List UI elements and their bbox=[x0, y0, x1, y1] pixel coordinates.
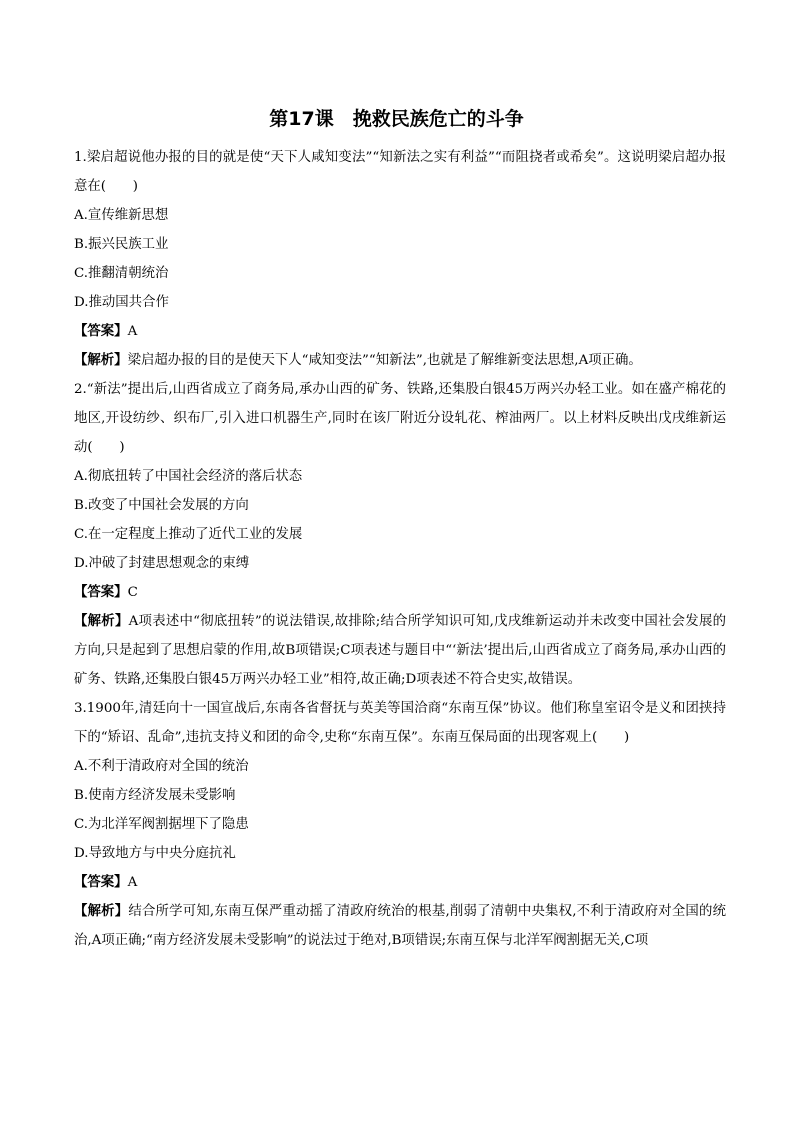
answer-tag: 【答案】 bbox=[74, 584, 128, 600]
answer-value: C bbox=[127, 585, 138, 600]
question-3-option-c: C.为北洋军阀割据埋下了隐患 bbox=[74, 817, 249, 832]
question-1-stem: 1.梁启超说他办报的目的就是使“天下人咸知变法”“知新法之实有利益”“而阻挠者或希矣”。这说明梁启超办报意在( ) bbox=[74, 150, 726, 194]
answer-tag: 【答案】 bbox=[74, 323, 128, 339]
question-2-analysis bbox=[74, 607, 726, 694]
analysis-tag: 【解析】 bbox=[74, 613, 129, 629]
question-2-option-c: C.在一定程度上推动了近代工业的发展 bbox=[74, 527, 303, 542]
answer-value: A bbox=[127, 324, 138, 339]
question-1-option-c: C.推翻清朝统治 bbox=[74, 266, 169, 281]
analysis-text: 结合所学可知,东南互保严重动摇了清政府统治的根基,削弱了清朝中央集权,不利于清政府对全国的统治,A项正确;“南方经济发展未受影响”的说法过于绝对,B项错误;东南互保与北洋军阀割据无关,C项 bbox=[74, 904, 726, 948]
lesson-title: 第17课 挽救民族危亡的斗争 bbox=[269, 108, 524, 130]
question-2-stem: 2.“新法”提出后,山西省成立了商务局,承办山西的矿务、铁路,还集股白银45万两兴办轻工业。如在盛产棉花的地区,开设纺纱、织布厂,引入进口机器生产,同时在该厂附近分设轧花、榨油两厂。以上材料反映出戊戌维新运动( ) bbox=[74, 382, 726, 455]
question-1-option-a: A.宣传维新思想 bbox=[74, 208, 169, 223]
analysis-tag: 【解析】 bbox=[74, 352, 128, 368]
answer-value: A bbox=[127, 875, 138, 890]
analysis-tag: 【解析】 bbox=[74, 903, 129, 919]
analysis-text: 梁启超办报的目的是使天下人“咸知变法”“知新法”,也就是了解维新变法思想,A项正确。 bbox=[127, 353, 642, 368]
question-1-answer bbox=[74, 317, 726, 346]
analysis-text: A项表述中“彻底扭转”的说法错误,故排除;结合所学知识可知,戊戌维新运动并未改变中国社会发展的方向,只是起到了思想启蒙的作用,故B项错误;C项表述与题目中“‘新法’提出后,山西省成立了商务局,承办山西的矿务、铁路,还集股白银45万两兴办轻工业”相符,故正确;D项表述不符合史实,故错误。 bbox=[74, 614, 726, 687]
question-2-option-b: B.改变了中国社会发展的方向 bbox=[74, 498, 249, 513]
question-3-analysis bbox=[74, 897, 726, 955]
question-1-option-b: B.振兴民族工业 bbox=[74, 237, 169, 252]
answer-tag: 【答案】 bbox=[74, 874, 128, 890]
question-3-option-a: A.不利于清政府对全国的统治 bbox=[74, 759, 249, 774]
question-2-option-a: A.彻底扭转了中国社会经济的落后状态 bbox=[74, 469, 303, 484]
question-3-option-b: B.使南方经济发展未受影响 bbox=[74, 788, 236, 803]
question-2-answer bbox=[74, 578, 726, 607]
question-3-answer bbox=[74, 868, 726, 897]
question-3-stem: 3.1900年,清廷向十一国宣战后,东南各省督抚与英美等国洽商“东南互保”协议。他们称皇室诏令是义和团挟持下的“矫诏、乱命”,违抗支持义和团的命令,史称“东南互保”。东南互保局面的出现客观上( ) bbox=[74, 701, 726, 745]
question-1-option-d: D.推动国共合作 bbox=[74, 295, 169, 310]
question-3-option-d: D.导致地方与中央分庭抗礼 bbox=[74, 846, 236, 861]
question-1-analysis bbox=[74, 346, 726, 375]
question-2-option-d: D.冲破了封建思想观念的束缚 bbox=[74, 556, 250, 571]
document-body bbox=[74, 143, 726, 955]
